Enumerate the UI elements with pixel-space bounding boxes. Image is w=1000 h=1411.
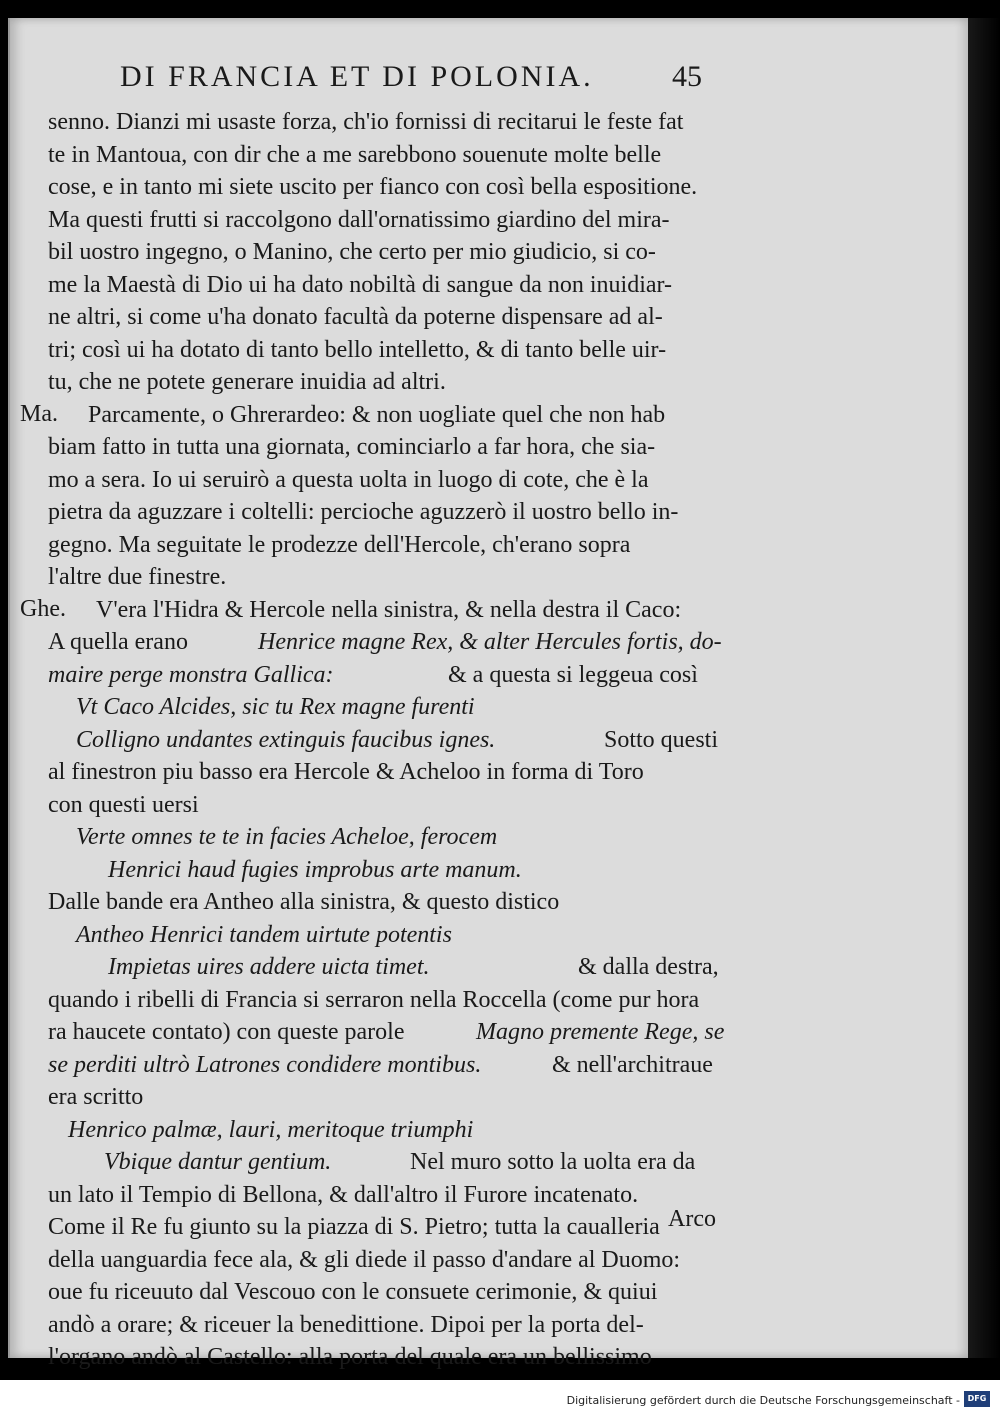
latin-verse: Henrici haud fugies improbus arte manum. [108,857,522,883]
text-line: Parcamente, o Ghrerardeo: & non uogliate quel che non hab [88,402,666,428]
latin-verse: Vbique dantur gentium. [104,1149,332,1175]
latin-inscription: se perditi ultrò Latrones condidere montibus. [48,1052,482,1078]
text-line: Come il Re fu giunto su la piazza di S. Pietro; tutta la caualleria [48,1214,660,1240]
text-line: con questi uersi [48,792,199,818]
text-line: ra haucete contato) con queste parole [48,1019,405,1045]
text-line: A quella erano [48,629,188,655]
text-line: & dalla destra, [578,954,719,980]
dfg-logo: DFG [964,1391,990,1407]
text-line: te in Mantoua, con dir che a me sarebbono souenute molte belle [48,142,662,168]
digitization-credit: Digitalisierung gefördert durch die Deutsche Forschungsgemeinschaft - [566,1394,960,1407]
text-line: della uanguardia fece ala, & gli diede il passo d'andare al Duomo: [48,1247,681,1273]
text-line: & nell'architraue [552,1052,713,1078]
text-line: mo a sera. Io ui seruirò a questa uolta in luogo di cote, che è la [48,467,649,493]
latin-verse: Henrico palmæ, lauri, meritoque triumphi [68,1117,474,1143]
text-line: cose, e in tanto mi siete uscito per fianco con così bella espositione. [48,174,698,200]
text-line: al finestron piu basso era Hercole & Acheloo in forma di Toro [48,759,644,785]
latin-inscription: maire perge monstra Gallica: [48,662,334,688]
text-line: quando i ribelli di Francia si serraron nella Roccella (come pur hora [48,987,700,1013]
page-number: 45 [672,60,702,93]
text-line: senno. Dianzi mi usaste forza, ch'io fornissi di recitarui le feste fat [48,109,684,135]
text-line: l'altre due finestre. [48,564,227,590]
text-line: bil uostro ingegno, o Manino, che certo per mio giudicio, si co- [48,239,656,265]
latin-inscription: Henrice magne Rex, & alter Hercules fortis, do- [258,629,722,655]
text-line: ne altri, si come u'ha donato facultà da poterne dispensare ad al- [48,304,663,330]
text-line: me la Maestà di Dio ui ha dato nobiltà di sangue da non inuidiar- [48,272,673,298]
speaker-label-gherardeo: Ghe. [20,596,66,622]
text-line: biam fatto in tutta una giornata, cominciarlo a far hora, che sia- [48,434,656,460]
text-line: gegno. Ma seguitate le prodezze dell'Hercole, ch'erano sopra [48,532,631,558]
text-line: Sotto questi [604,727,719,753]
text-line: era scritto [48,1084,144,1110]
latin-verse: Colligno undantes extinguis faucibus ignes. [76,727,496,753]
text-line: Nel muro sotto la uolta era da [410,1149,696,1175]
text-line: andò a orare; & riceuer la benedittione. Dipoi per la porta del- [48,1312,644,1338]
text-line: Dalle bande era Antheo alla sinistra, & questo distico [48,889,560,915]
text-line: tri; così ui ha dotato di tanto bello intelletto, & di tanto belle uir- [48,337,667,363]
latin-verse: Vt Caco Alcides, sic tu Rex magne furenti [76,694,475,720]
text-line: l'organo andò al Castello: alla porta del quale era un bellissimo [48,1344,652,1370]
latin-verse: Antheo Henrici tandem uirtute potentis [76,922,452,948]
latin-verse: Verte omnes te te in facies Acheloe, ferocem [76,824,498,850]
text-line: un lato il Tempio di Bellona, & dall'altro il Furore incatenato. [48,1182,639,1208]
text-line: V'era l'Hidra & Hercole nella sinistra, & nella destra il Caco: [96,597,682,623]
text-line: oue fu riceuuto dal Vescouo con le consuete cerimonie, & quiui [48,1279,658,1305]
speaker-label-manino: Ma. [20,401,58,427]
latin-verse: Impietas uires addere uicta timet. [108,954,430,980]
catchword: Arco [668,1206,716,1232]
text-line: Ma questi frutti si raccolgono dall'ornatissimo giardino del mira- [48,207,670,233]
text-line: tu, che ne potete generare inuidia ad altri. [48,369,446,395]
text-line: & a questa si leggeua così [448,662,698,688]
text-line: pietra da aguzzare i coltelli: percioche aguzzerò il uostro bello in- [48,499,679,525]
running-title: DI FRANCIA ET DI POLONIA. [120,60,594,93]
book-edge-shadow [966,18,1000,1358]
latin-inscription: Magno premente Rege, se [476,1019,725,1045]
